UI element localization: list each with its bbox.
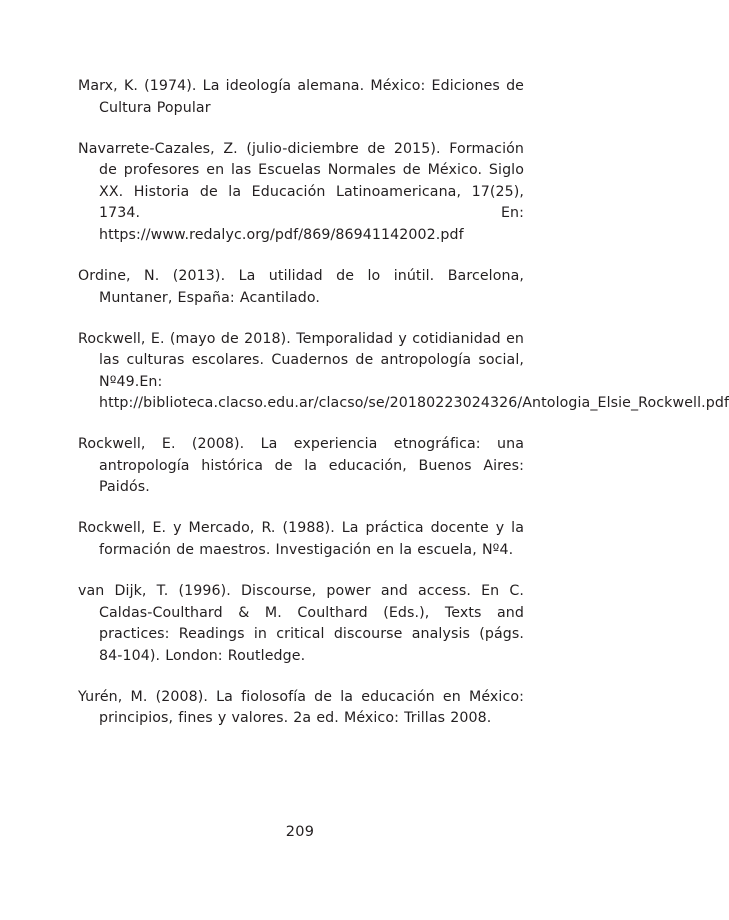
page-number: 209 [285, 824, 315, 840]
reference-list [78, 76, 729, 749]
reference-marx-1974: Marx, K. (1974). La ideología alemana. México: Ediciones de Cultura Popular [78, 78, 524, 116]
reference-van-dijk-1996: van Dijk, T. (1996). Discourse, power and access. En C. Caldas-Coulthard & M. Coulthard (Eds.), Texts and practices: Readings in critical discourse analysis (págs. 84-104). London: Routledge. [78, 583, 524, 664]
reference-ordine-2013: Ordine, N. (2013). La utilidad de lo inútil. Barcelona, Muntaner, España: Acantilado. [78, 267, 524, 306]
reference-rockwell-2018: Rockwell, E. (mayo de 2018). Temporalidad y cotidianidad en las culturas escolares. Cuadernos de antropología social, Nº49.En: http://biblioteca.clacso.edu.ar/clacso/se/20180223024326/Antologia_Elsie_Rockwell.pdf [78, 330, 729, 412]
reference-yuren-2008: Yurén, M. (2008). La fiolosofía de la educación en México: principios, fines y valores. 2a ed. México: Trillas 2008. [78, 688, 524, 727]
reference-navarrete-cazales-2015: Navarrete-Cazales, Z. (julio-diciembre de 2015). Formación de profesores en las Escuelas Normales de México. Siglo XX. Historia de la Educación Latinoamericana, 17(25), 1734. En: https://www.redalyc.org/pdf/869/86941142002.pdf [78, 140, 524, 243]
reference-rockwell-2008: Rockwell, E. (2008). La experiencia etnográfica: una antropología histórica de la educación, Buenos Aires: Paidós. [78, 436, 524, 496]
reference-rockwell-mercado-1988: Rockwell, E. y Mercado, R. (1988). La práctica docente y la formación de maestros. Investigación en la escuela, Nº4. [78, 520, 524, 559]
